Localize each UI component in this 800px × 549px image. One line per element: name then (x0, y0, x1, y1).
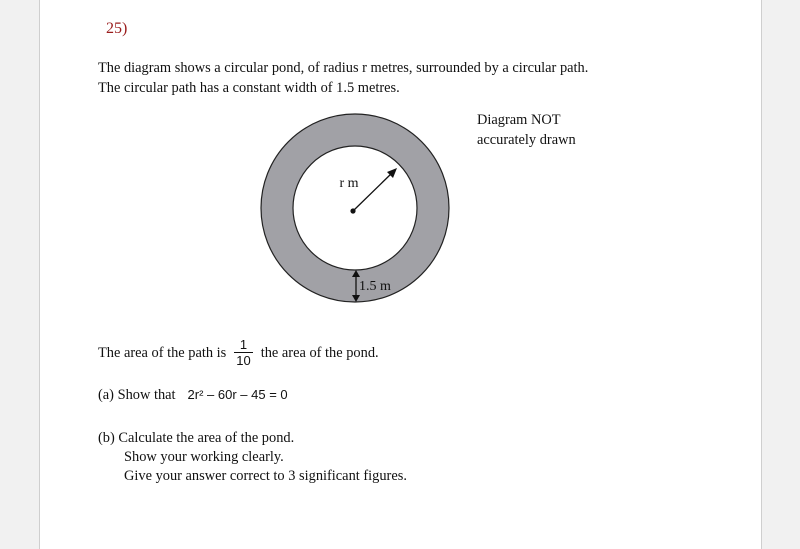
part-a-equation: 2r² – 60r – 45 = 0 (187, 387, 288, 402)
pond-centre (350, 208, 355, 213)
intro-line-2: The circular path has a constant width of 1.5 metres. (98, 80, 400, 96)
fraction-numerator: 1 (239, 337, 248, 352)
part-a (98, 387, 288, 404)
fraction-one-tenth (234, 338, 252, 368)
pond-circle (293, 146, 417, 270)
question-number: 25) (106, 20, 128, 37)
diagram-note-line-1: Diagram NOT (477, 112, 561, 128)
part-b-line-3: Give your answer correct to 3 significant figures. (124, 468, 407, 484)
area-statement-after: the area of the pond. (260, 344, 379, 361)
area-statement-before: The area of the path is (98, 344, 227, 361)
radius-label: r m (339, 176, 359, 191)
fraction-denominator: 10 (236, 353, 251, 368)
intro-line-1: The diagram shows a circular pond, of radius r metres, surrounded by a circular path. (98, 60, 589, 76)
pond-diagram (257, 112, 487, 312)
diagram-note-line-2: accurately drawn (477, 132, 576, 148)
part-a-label: (a) Show that (98, 387, 176, 403)
width-label: 1.5 m (359, 279, 391, 294)
area-statement (98, 338, 379, 368)
part-b-line-1: (b) Calculate the area of the pond. (98, 430, 295, 446)
part-b-line-2: Show your working clearly. (124, 449, 284, 465)
